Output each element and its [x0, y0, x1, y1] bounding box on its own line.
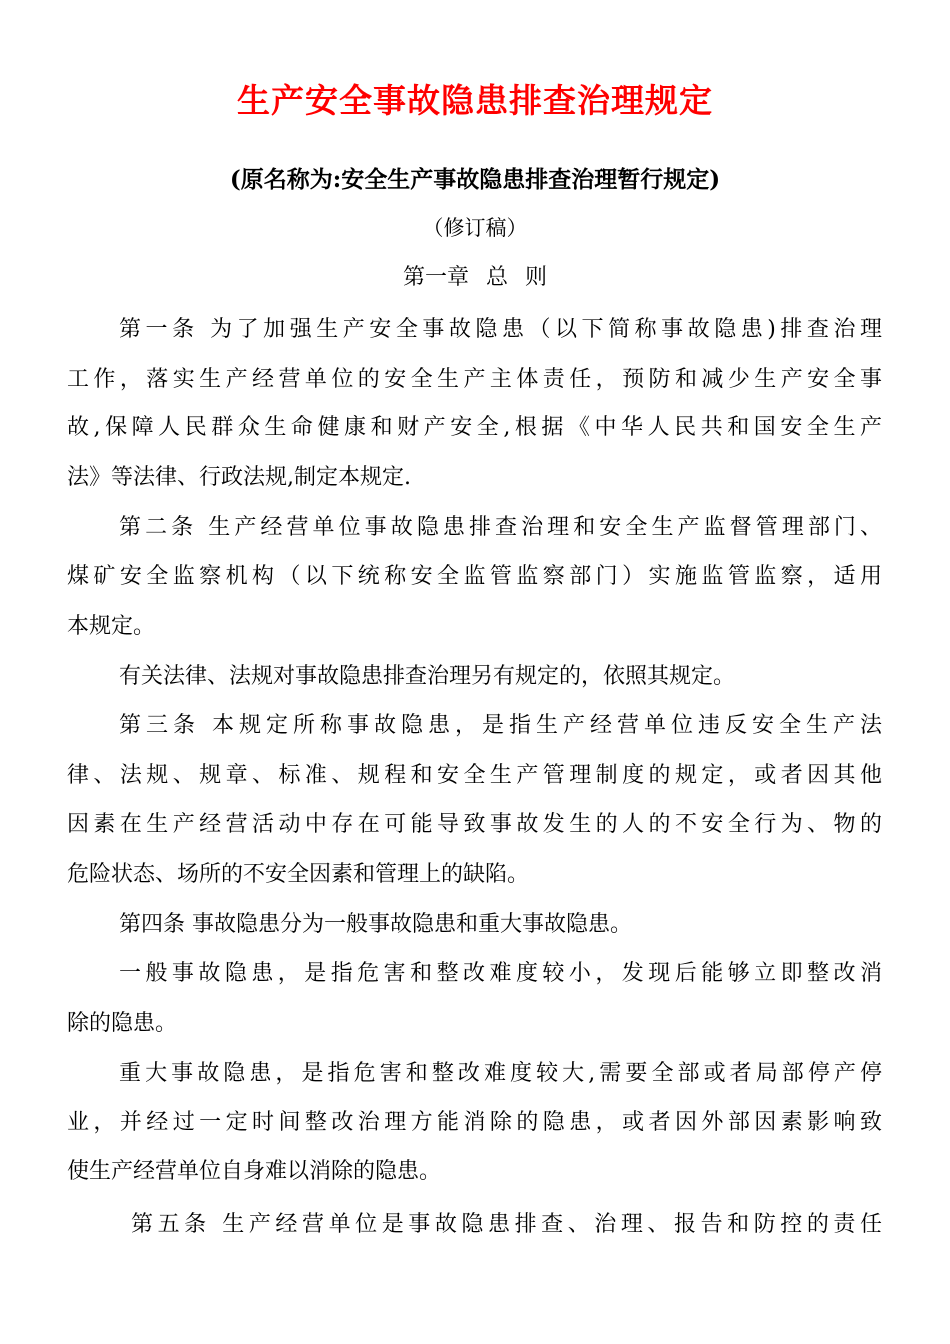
text-line: 业，并经过一定时间整改治理方能消除的隐患，或者因外部因素影响致 [67, 1110, 882, 1135]
text-line: 第二条 生产经营单位事故隐患排查治理和安全生产监督管理部门、 [119, 515, 882, 540]
text-line: 第三条 本规定所称事故隐患，是指生产经营单位违反安全生产法 [119, 713, 882, 738]
text-line: 除的隐患。 [67, 1011, 178, 1036]
revision-note: （修订稿） [422, 216, 528, 240]
text-line: 因素在生产经营活动中存在可能导致事故发生的人的不安全行为、物的 [67, 812, 882, 837]
text-line: 本规定。 [67, 614, 156, 639]
text-line: 有关法律、法规对事故隐患排查治理另有规定的，依照其规定。 [119, 664, 736, 689]
chapter-heading: 第一章 总 则 [403, 265, 547, 290]
text-line: 煤矿安全监察机构（以下统称安全监管监察部门）实施监管监察，适用 [67, 564, 882, 589]
text-line: 法》等法律、行政法规,制定本规定. [67, 465, 411, 490]
document-subtitle: (原名称为:安全生产事故隐患排查治理暂行规定) [229, 166, 721, 193]
text-line: 重大事故隐患，是指危害和整改难度较大,需要全部或者局部停产停 [119, 1061, 882, 1086]
text-line: 危险状态、场所的不安全因素和管理上的缺陷。 [67, 862, 530, 887]
text-line: 第一条 为了加强生产安全事故隐患（以下简称事故隐患)排查治理 [119, 317, 882, 342]
document-title: 生产安全事故隐患排查治理规定 [237, 81, 713, 120]
text-line: 律、法规、规章、标准、规程和安全生产管理制度的规定，或者因其他 [67, 763, 882, 788]
text-line: 第四条 事故隐患分为一般事故隐患和重大事故隐患。 [119, 912, 632, 937]
text-line: 第五条 生产经营单位是事故隐患排查、治理、报告和防控的责任 [131, 1212, 882, 1237]
text-line: 使生产经营单位自身难以消除的隐患。 [67, 1159, 442, 1184]
text-line: 工作，落实生产经营单位的安全生产主体责任，预防和减少生产安全事 [67, 367, 882, 392]
text-line: 一般事故隐患，是指危害和整改难度较小，发现后能够立即整改消 [119, 961, 882, 986]
text-line: 故,保障人民群众生命健康和财产安全,根据《中华人民共和国安全生产 [67, 415, 882, 440]
